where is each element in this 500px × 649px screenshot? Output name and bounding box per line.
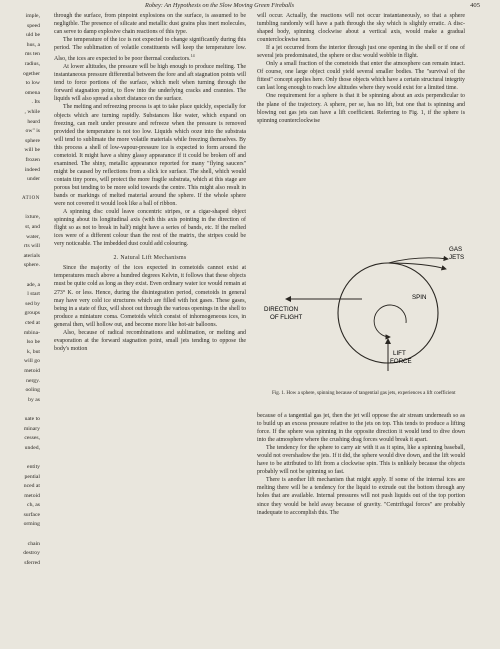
label-gas: GAS [449,246,463,253]
fragment-line: l start [27,291,40,298]
fragment-line: sphere [25,137,40,144]
fragment-line: metoid [24,492,40,499]
paragraph: Only a small fraction of the cometoids that enter the atmosphere can remain intact. Of course, one large object could yield several smaller bodies. The "survival of the fittest" concept applies here. Only those objects which have a certain structural integrity can last long enough to reach low altitudes where they would exist for a limited time. [257,61,465,92]
paragraph [54,36,246,63]
paragraph: One requirement for a sphere is that it be spinning about an axis perpendicular to the plane of the trajectory. A sphere, per se, has no lift, but one that is spinning and blowing out gas jets can have a lift coefficient. Referring to Fig. 1, if the sphere is spinning counterclockwise [257,93,465,124]
fragment-line: minary [23,425,40,432]
paragraph: If a jet occurred from the interior through just one opening in the shell or if one of several jets predominated, the sphere or disc would wobble in flight. [257,45,465,60]
fragment-line: . Its [31,99,40,106]
fragment-line: ixture, [25,214,40,221]
gas-jet-arrow [388,258,448,263]
fragment-line: ooling [25,387,40,394]
paragraph: because of a tangential gas jet, then the jet will oppose the air stream underneath so as to build up an excess pressure relative to the jets on top. This tends to produce a lifting force. If the sphere was spinning in the opposite direction it would tend to dive down into the atmosphere where the crushing drag forces would break it apart. [257,413,465,444]
paragraph: Also, because of radical recombinations and sublimation, or melting and evaporation at the forward stagnation point, small jets tending to oppose the body's motion [54,329,246,352]
fragment-line: , while [24,108,40,115]
fragment-line: heard [27,118,40,125]
paragraph: There is another lift mechanism that might apply. If some of the internal ices are melting there will be a tendency for the liquid to extrude out the bottom through any holes that are available. Internal pressures will not push liquids out of the top portion since they would be held away because of gravity. "Centrifugal forces" are probably inadequate to accomplish this. The [257,477,465,516]
label-of-flight: OF FLIGHT [270,314,303,321]
fragment-line: aterials [23,252,40,259]
fragment-line: omena [24,89,40,96]
running-head: Robey: An Hypothesis on the Slow Moving Green Fireballs [145,2,295,9]
fragment-line: entity [27,463,40,470]
spin-arrow [374,305,406,337]
fragment-line: will go [24,358,40,365]
fragment-line: imple, [25,13,40,19]
fragment-line: uld be [25,32,40,39]
fragment-line: to low [25,80,40,87]
fragment-line: nced at [23,483,40,490]
fragment-line: pential [24,473,40,480]
fragment-line: ade, a [26,281,40,288]
paragraph: will occur. Actually, the reactions will not occur instantaneously, so that a sphere tumbling randomly will have a path through the sky which is slightly erratic. A disc-shaped body, spinning clockwise about a vertical axis, would make a gradual counterclockwise turn. [257,13,465,44]
paragraph: Since the majority of the ices expected in cometoids cannot exist at temperatures much above a hundred degrees Kelvin, it follows that these objects must be quite cold as long as they exist. Even ordinary water ice would remain at 273° K. or less. Hence, during the disintegration period, cometoids in general may have very cold ice structures which are filled with hot gases. These gases, being in a state of flux, will shoot out through the various openings in the shell to produce a miniature coma. Cometoids which consist of inhomogeneous ices, in general then, will hollow out, and become more like hot-air balloons. [54,265,246,328]
left-column-fragment [0,12,40,568]
fragment-line: water, [26,233,40,240]
fragment-line: by as [28,396,40,403]
paragraph: The tendency for the sphere to carry air with it as it spins, like a spinning baseball, would not overshadow the jets. If it did, the sphere would dive down, and the lift would have to be attributed to lift from a clockwise spin. This is unlikely because the objects probably will not be spinning so fast. [257,445,465,476]
paragraph: through the surface, from pinpoint explosions on the surface, is assumed to be negligible. The presence of silicate and metallic dust grains plus inert molecules, can serve to damp explosive chain reactions of this type. [54,13,246,36]
fragment-line: lso be [26,339,40,346]
fragment-line: ms ten [24,51,40,58]
fragment-line: frozen [25,156,40,163]
fragment-line: orming [23,521,40,528]
label-jets: JETS [449,254,465,261]
fragment-line: radius, [24,60,40,67]
paragraph: A spinning disc could leave concentric stripes, or a cigar-shaped object spinning about its longitudinal axis (with this axis pointing in the direction of flight so as not to break in half) might have a series of bands, etc. If the melted ices were of a different colour than the rest of the matrix, the stripes could be very noticeable. The imbedded dust could add colouring. [54,209,246,248]
label-direction: DIRECTION [264,306,299,313]
fragment-line: sphere. [23,262,40,269]
label-lift: LIFT [393,350,406,357]
fragment-line: metoid [24,367,40,374]
fragment-line: chain [27,540,40,547]
paragraph: The melting and refreezing process is apt to take place quickly, especially for objects which are turning rapidly. Substances like water, which expand on freezing, can melt under pressure and refreeze when the pressure is removed provided the temperature is not too low. Liquids which ooze into the substrata will tend to sublimate the more volatile materials while freezing themselves. By this process a shell of low-vapour-pressure ice is expected to form around the cometoid. It might have a shiny glassy appearance if it could be broken off and examined. The shiny, metallic appearance reported for many "flying saucers" might be caused by reflections from a slick ice surface. The shell, which would contain tiny pores, will protect the more fragile substrata, which at this stage are porous but tending to be more solid towards the centre. This might also result in bands or markings of melted material around the sphere. If the whole sphere were not covered it would look like a ball of ribbon. [54,104,246,208]
right-column-upper [257,12,465,125]
figure-spinning-sphere [262,243,467,385]
fragment-line: ch, as [27,502,40,509]
fragment-line: k, but [27,348,40,355]
fragment-line: ogether [22,70,40,77]
fragment-line: rts will [24,243,40,250]
middle-column [54,12,246,353]
fragment-line: nergy. [26,377,40,384]
fragment-line: cesses, [24,435,40,442]
fragment-line: hus, a [26,41,40,48]
reference-superscript: 14 [190,53,195,59]
fragment-line: cted at [25,320,40,326]
figure-caption: Fig. 1. How a sphere, spinning because of tangential gas jets, experiences a lift coefficient [272,390,456,396]
fragment-line: indeed [24,166,40,173]
right-column-lower [257,412,465,517]
fragment-line: destroy [23,550,40,557]
fragment-line: surface [23,511,40,518]
page-number: 405 [470,2,480,9]
section-heading: 2. Natural Lift Mechanisms [113,255,187,262]
fragment-line: under [27,176,40,183]
label-force: FORCE [390,358,412,365]
fragment-line: mbina- [23,329,40,336]
fragment-line: uate to [24,415,40,422]
label-spin: SPIN [412,294,427,301]
fragment-line: groups [24,310,40,317]
paragraph-text: The temperature of the ice is not expected to change significantly during this period. The sublimation of volatile constituents will keep the temperature low. Also, the ices are expected to be poor thermal conductors. [54,37,246,63]
sphere-diagram [262,243,467,385]
fragment-line: speed [27,22,40,29]
fragment-line: sferred [24,559,40,566]
fragment-line: will be [24,147,40,154]
fragment-line: ow" is [25,128,40,135]
fragment-line: sed by [25,300,40,307]
fragment-line: unded, [24,444,40,451]
fragment-line: st, and [25,224,40,231]
fragment-heading: ATION [22,196,40,202]
paragraph: At lower altitudes, the pressure will be high enough to produce melting. The instantaneous pressure differential between the fore and aft stagnation points will tend to force portions of the surface, which melt when turning through the forward stagnation point, to flow into the underlying cracks and crannies. The liquids will also spread a short distance on the surface. [54,64,246,103]
